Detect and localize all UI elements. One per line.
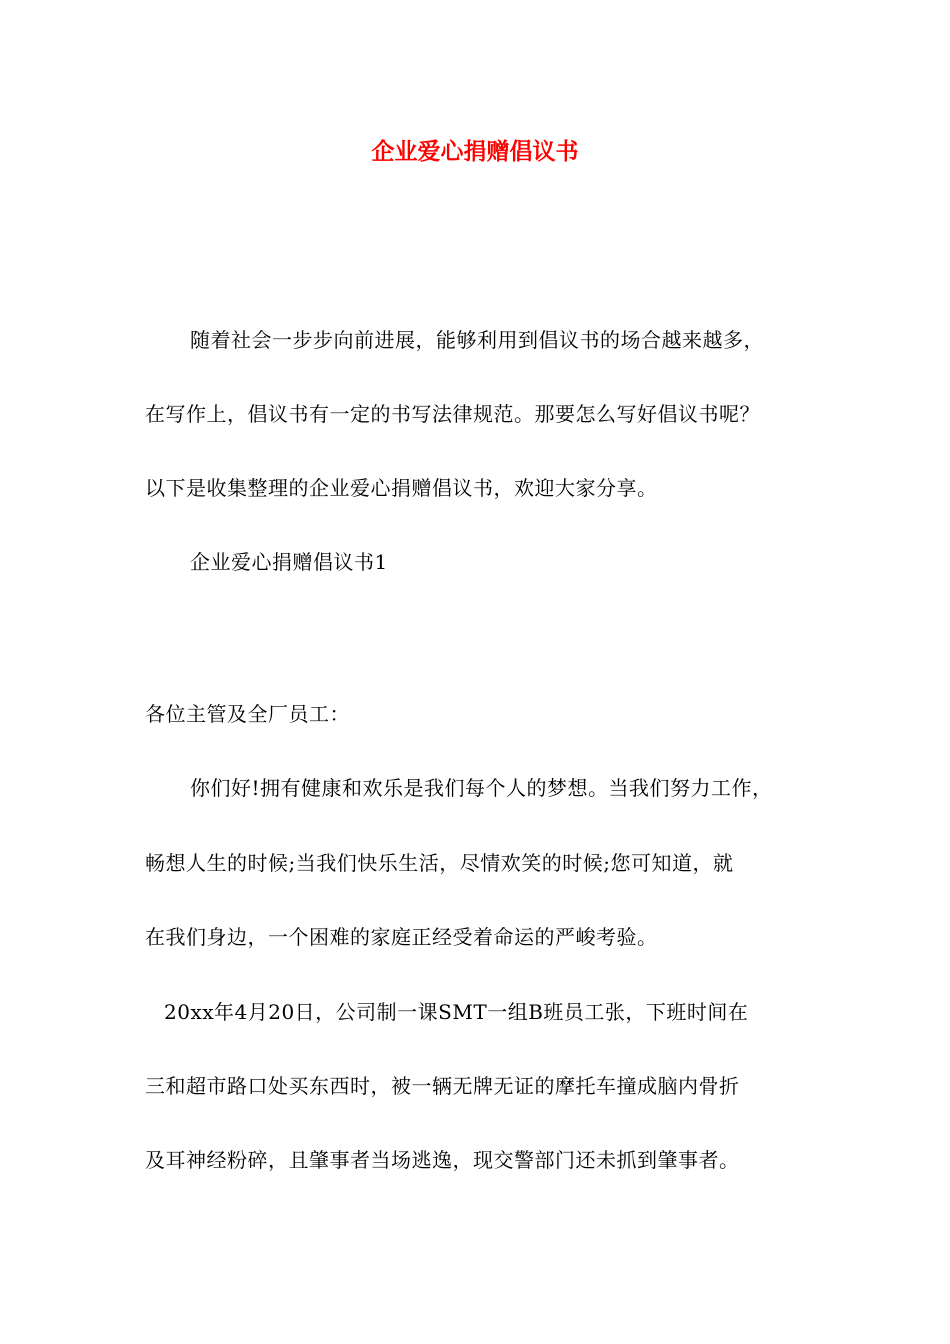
paragraph-line-1: 随着社会一步步向前进展，能够利用到倡议书的场合越来越多， [190, 328, 764, 352]
paragraph-line-3: 以下是收集整理的企业爱心捐赠倡议书，欢迎大家分享。 [145, 476, 658, 500]
salutation: 各位主管及全厂员工： [145, 702, 350, 726]
paragraph-line-2: 在写作上，倡议书有一定的书写法律规范。那要怎么写好倡议书呢？ [145, 402, 760, 426]
paragraph-line-6: 在我们身边，一个困难的家庭正经受着命运的严峻考验。 [145, 925, 658, 949]
paragraph-line-4: 你们好!拥有健康和欢乐是我们每个人的梦想。当我们努力工作， [190, 776, 773, 800]
document-title: 企业爱心捐赠倡议书 [371, 139, 579, 165]
section-heading: 企业爱心捐赠倡议书1 [190, 550, 388, 574]
paragraph-line-7: 20xx年4月20日，公司制一课SMT一组B班员工张，下班时间在 [164, 1000, 749, 1024]
paragraph-line-5: 畅想人生的时候;当我们快乐生活，尽情欢笑的时候;您可知道，就 [145, 851, 734, 875]
paragraph-line-9: 及耳神经粉碎，且肇事者当场逃逸，现交警部门还未抓到肇事者。 [145, 1148, 740, 1172]
paragraph-line-8: 三和超市路口处买东西时，被一辆无牌无证的摩托车撞成脑内骨折 [145, 1074, 740, 1098]
